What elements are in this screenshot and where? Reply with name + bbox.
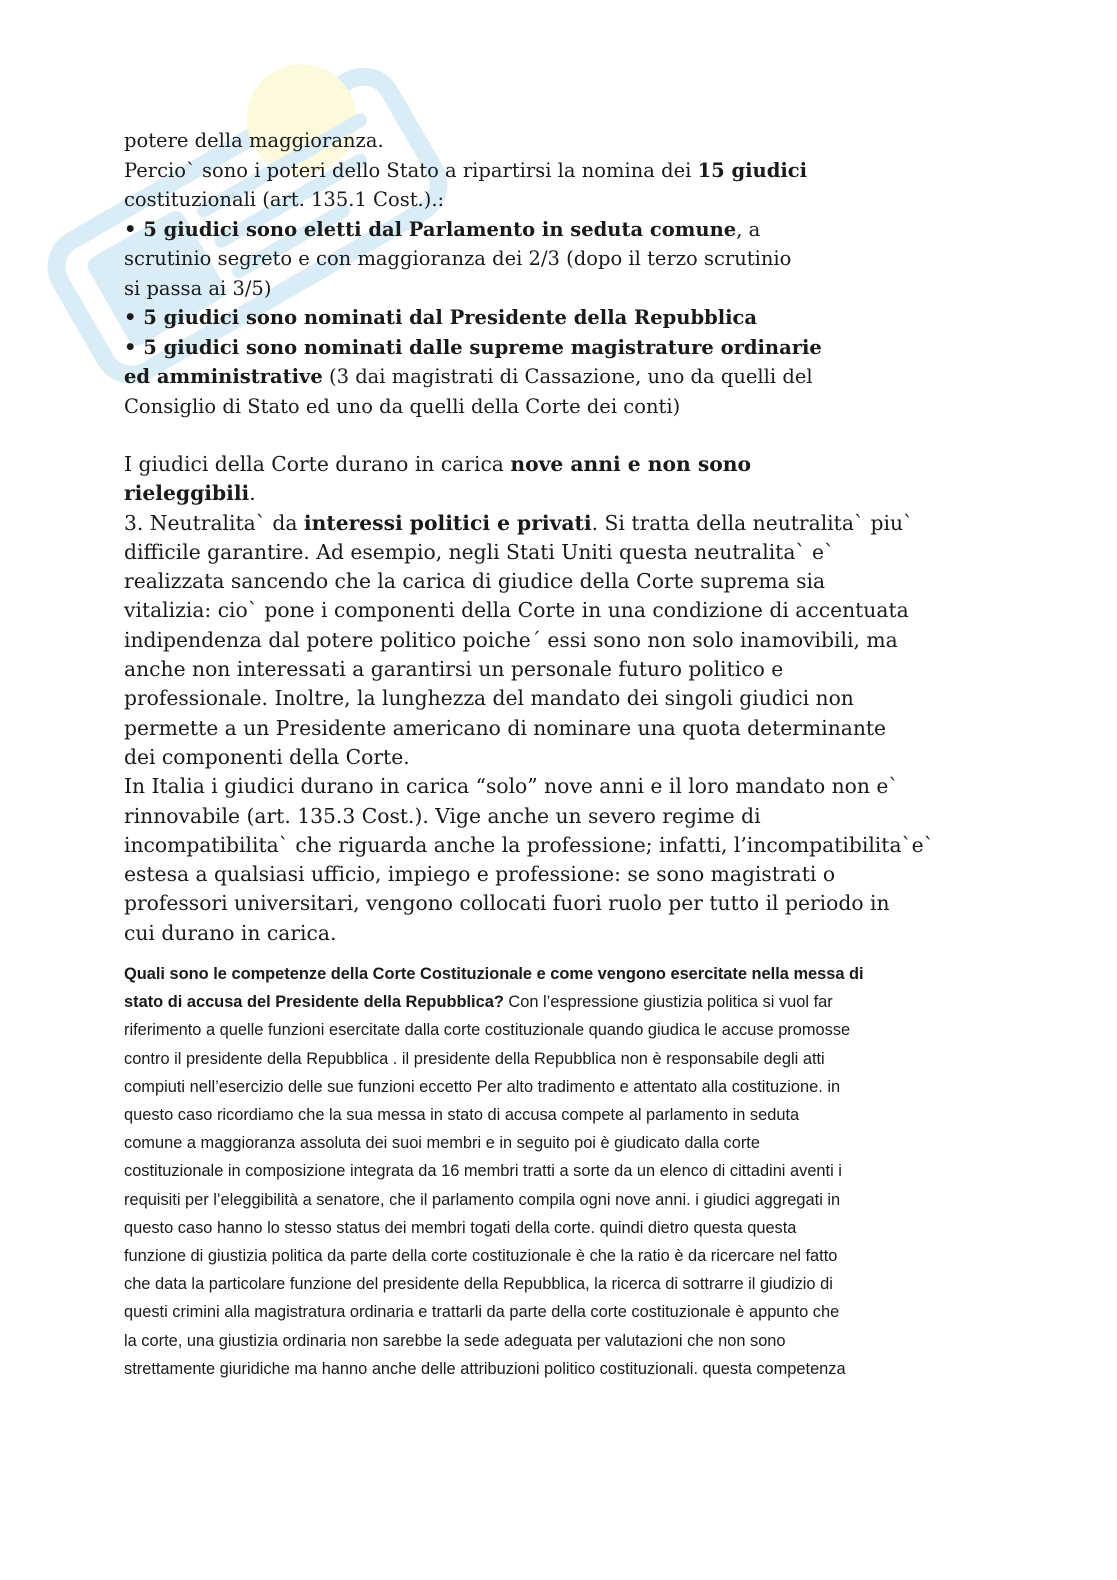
text-span: permette a un Presidente americano di nominare una quota determinante <box>124 715 887 740</box>
text-line: compiuti nell’esercizio delle sue funzioni eccetto Per alto tradimento e attentato alla costituzione. in <box>124 1077 841 1096</box>
text-line <box>124 860 944 889</box>
text-line <box>124 889 944 918</box>
bullet-line <box>124 303 944 333</box>
bold-span: • 5 giudici sono nominati dal Presidente della Repubblica <box>124 306 758 329</box>
text-span: scrutinio segreto e con maggioranza dei 2/3 (dopo il terzo scrutinio <box>124 247 792 270</box>
text-line <box>124 479 944 508</box>
text-line <box>124 626 944 655</box>
text-span: difficile garantire. Ad esempio, negli Stati Uniti questa neutralita` e` <box>124 539 835 564</box>
text-span: Con l’espressione giustizia politica si vuol far <box>503 993 833 1012</box>
text-line <box>124 684 944 713</box>
text-span: 3. Neutralita` da <box>124 510 304 535</box>
text-line <box>124 274 944 304</box>
text-span: I giudici della Corte durano in carica <box>124 452 511 476</box>
bold-span: • 5 giudici sono eletti dal Parlamento in seduta comune <box>124 217 737 241</box>
text-line: funzione di giustizia politica da parte della corte costituzionale è che la ratio è da ricercare nel fatto <box>124 1247 838 1266</box>
text-span: si passa ai 3/5) <box>124 276 272 300</box>
text-span: professori universitari, vengono collocati fuori ruolo per tutto il periodo in <box>124 891 890 916</box>
text-line: la corte, una giustizia ordinaria non sarebbe la sede adeguata per valutazioni che non sono <box>124 1331 786 1350</box>
bold-span: interessi politici e privati <box>303 510 592 535</box>
text-line <box>124 714 944 743</box>
text-line <box>124 392 944 422</box>
text-span: Percio` sono i poteri dello Stato a ripartirsi la nomina dei <box>124 158 698 182</box>
bold-span: • 5 giudici sono nominati dalle supreme magistrature ordinarie <box>124 335 822 359</box>
text-span: professionale. Inoltre, la lunghezza del mandato dei singoli giudici non <box>124 686 854 711</box>
text-line: requisiti per l’eleggibilità a senatore, che il parlamento compila ogni nove anni. i giudici aggregati in <box>124 1190 841 1209</box>
bold-span: ed amministrative <box>124 365 323 388</box>
text-span: vitalizia: cio` pone i componenti della Corte in una condizione di accentuata <box>124 598 909 623</box>
question-heading: Quali sono le competenze della Corte Costituzionale e come vengono esercitate nella messa di <box>124 965 864 983</box>
text-line <box>124 509 944 538</box>
text-line <box>124 538 944 567</box>
question-heading: stato di accusa del Presidente della Repubblica? <box>124 993 504 1012</box>
text-line <box>124 802 944 831</box>
text-line: contro il presidente della Repubblica . il presidente della Repubblica non è responsabile degli atti <box>124 1049 825 1068</box>
neutrality-section <box>124 450 944 948</box>
text-line: strettamente giuridiche ma hanno anche delle attribuzioni politico costituzionali. questa competenza <box>124 1359 846 1378</box>
text-line: comune a maggioranza assoluta dei suoi membri e in seguito poi è giudicato dalla corte <box>124 1134 760 1153</box>
text-line <box>124 655 944 684</box>
bold-span: rieleggibili <box>124 481 250 506</box>
text-line <box>124 831 944 860</box>
bullet-line <box>124 333 944 363</box>
text-line <box>124 244 944 274</box>
text-line: costituzionale in composizione integrata da 16 membri tratti a sorte da un elenco di cittadini aventi i <box>124 1162 842 1181</box>
text-line <box>124 450 944 479</box>
text-span: incompatibilita` che riguarda anche la professione; infatti, l’incompatibilita`e` <box>124 832 934 857</box>
text-line <box>124 919 944 948</box>
text-line: questo caso ricordiamo che la sua messa in stato di accusa compete al parlamento in seduta <box>124 1106 800 1125</box>
text-span: anche non interessati a garantirsi un personale futuro politico e <box>124 657 784 682</box>
text-span: dei componenti della Corte. <box>124 744 410 769</box>
composition-section <box>124 126 944 421</box>
text-span: indipendenza dal potere politico poiche´ essi sono non solo inamovibili, ma <box>124 627 898 652</box>
text-span: estesa a qualsiasi ufficio, impiego e professione: se sono magistrati o <box>124 862 836 887</box>
text-line <box>124 772 944 801</box>
document-body <box>124 126 944 948</box>
text-line: riferimento a quelle funzioni esercitate dalla corte costituzionale quando giudica le accuse promosse <box>124 1021 851 1040</box>
bold-span: nove anni e non sono <box>510 452 752 476</box>
text-line <box>124 156 944 186</box>
text-line <box>124 362 944 392</box>
text-span: Consiglio di Stato ed uno da quelli della Corte dei conti) <box>124 394 681 418</box>
bold-span: 15 giudici <box>697 158 808 182</box>
text-line: questo caso hanno lo stesso status dei membri togati della corte. quindi dietro questa questa <box>124 1218 797 1237</box>
text-line <box>124 567 944 596</box>
text-line: che data la particolare funzione del presidente della Repubblica, la ricerca di sottrarre il giudizio di <box>124 1275 833 1294</box>
text-line <box>124 596 944 625</box>
text-span: (3 dai magistrati di Cassazione, uno da quelli del <box>322 365 813 388</box>
text-span: . Si tratta della neutralita` piu` <box>591 510 914 535</box>
text-span: cui durano in carica. <box>124 920 337 945</box>
text-line <box>124 743 944 772</box>
text-span: rinnovabile (art. 135.3 Cost.). Vige anche un severo regime di <box>124 803 761 828</box>
bullet-line <box>124 215 944 245</box>
text-line <box>124 185 944 215</box>
text-line: questi crimini alla magistratura ordinaria e trattarli da parte della corte costituzionale è appunto che <box>124 1303 840 1322</box>
text-span: costituzionali (art. 135.1 Cost.).: <box>124 188 445 211</box>
text-line <box>124 126 944 156</box>
text-span: potere della maggioranza. <box>124 129 384 152</box>
text-span: realizzata sancendo che la carica di giudice della Corte suprema sia <box>124 569 826 594</box>
text-span: In Italia i giudici durano in carica “solo” nove anni e il loro mandato non e` <box>124 774 899 799</box>
question-section <box>124 960 984 1383</box>
text-line <box>124 960 984 988</box>
text-span: . <box>249 481 256 506</box>
text-line <box>124 988 984 1016</box>
text-span: , a <box>736 217 761 241</box>
